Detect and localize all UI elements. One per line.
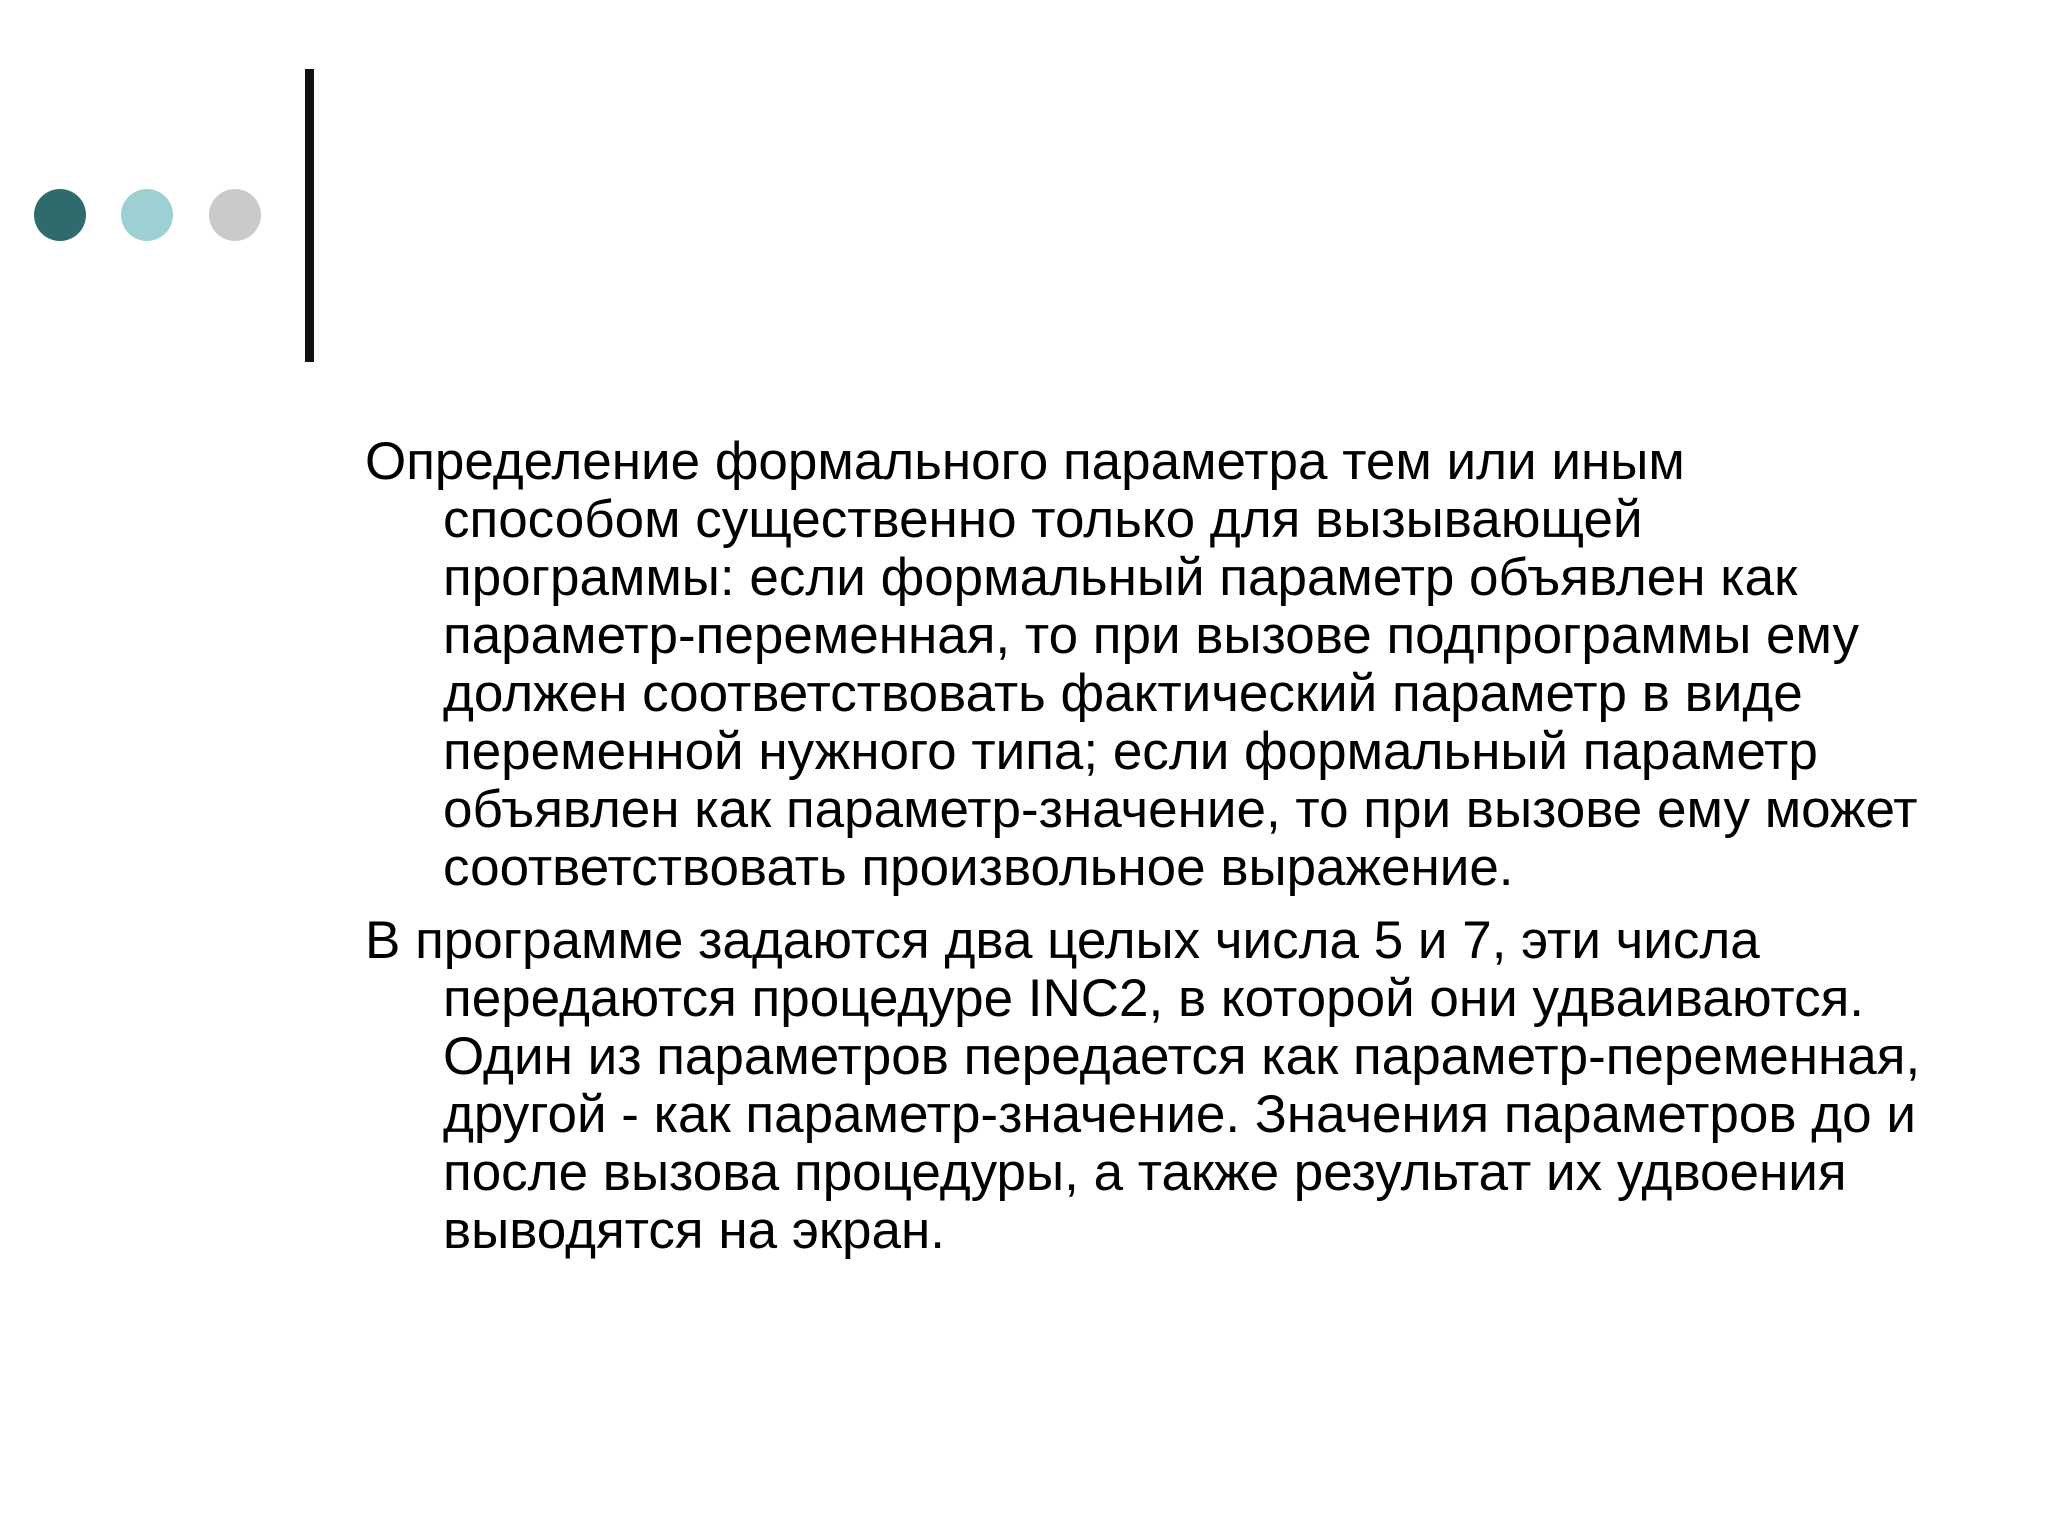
decor-dot-dark [34, 189, 86, 241]
paragraph-formal-parameter: Определение формального параметра тем или иным способом существенно только для вызывающей программы: если формальный параметр объявлен как параметр-переменная, то при вызове подпрограммы ему должен соответствовать фактический параметр в виде переменной нужного типа; если формальный параметр объявлен как параметр-значение, то при вызове ему может соответствовать произвольное выражение. [365, 432, 1918, 897]
paragraph-program-description: В программе задаются два целых числа 5 и 7, эти числа передаются процедуре INC2, в которой они удваиваются. Один из параметров передается как параметр-переменная, другой - как параметр-значение. Значения параметров до и после вызова процедуры, а также результат их удвоения выводятся на экран. [365, 911, 1921, 1260]
decor-dot-gray [209, 189, 261, 241]
decor-vertical-divider [305, 69, 314, 362]
slide-body [365, 433, 1925, 1275]
decor-dot-light [121, 189, 173, 241]
